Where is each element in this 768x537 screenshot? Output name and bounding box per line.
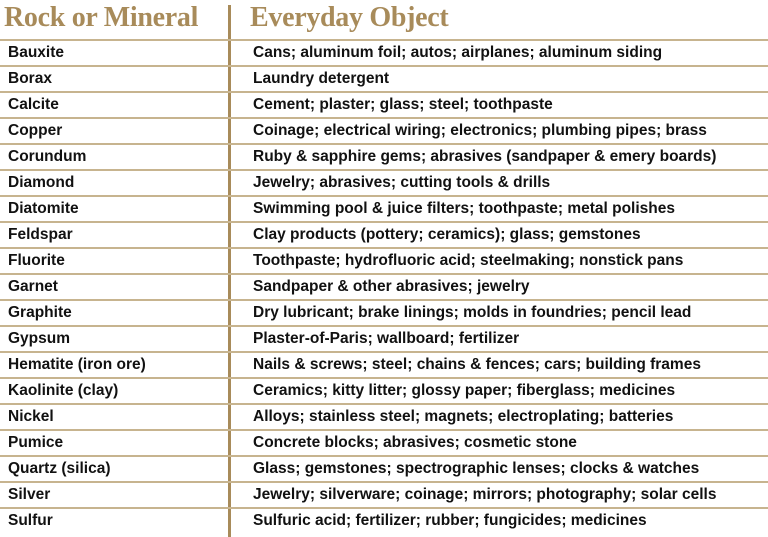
mineral-cell: Graphite [8,304,72,321]
mineral-cell: Nickel [8,408,54,425]
table-row [0,273,768,299]
uses-cell: Sandpaper & other abrasives; jewelry [253,278,530,295]
mineral-cell: Bauxite [8,44,64,61]
table-row [0,221,768,247]
uses-cell: Jewelry; silverware; coinage; mirrors; photography; solar cells [253,486,717,503]
mineral-cell: Copper [8,122,63,139]
table-row [0,351,768,377]
uses-cell: Laundry detergent [253,70,390,87]
mineral-cell: Diamond [8,174,75,191]
mineral-cell: Gypsum [8,330,71,347]
table-row [0,455,768,481]
uses-cell: Concrete blocks; abrasives; cosmetic stone [253,434,577,451]
table-header [0,0,768,39]
table-row [0,481,768,507]
mineral-cell: Diatomite [8,200,79,217]
table-row [0,247,768,273]
uses-cell: Alloys; stainless steel; magnets; electroplating; batteries [253,408,674,425]
table-row [0,65,768,91]
uses-cell: Plaster-of-Paris; wallboard; fertilizer [253,330,520,347]
table-row [0,91,768,117]
table-row [0,169,768,195]
mineral-cell: Garnet [8,278,58,295]
uses-cell: Ceramics; kitty litter; glossy paper; fiberglass; medicines [253,382,676,399]
uses-cell: Dry lubricant; brake linings; molds in foundries; pencil lead [253,304,692,321]
table-row [0,507,768,533]
table-row [0,195,768,221]
table-row [0,299,768,325]
uses-cell: Coinage; electrical wiring; electronics; plumbing pipes; brass [253,122,707,139]
table-row [0,117,768,143]
mineral-cell: Hematite (iron ore) [8,356,146,373]
column-header-rock-or-mineral: Rock or Mineral [4,2,199,33]
uses-cell: Ruby & sapphire gems; abrasives (sandpaper & emery boards) [253,148,717,165]
uses-cell: Nails & screws; steel; chains & fences; cars; building frames [253,356,701,373]
uses-cell: Swimming pool & juice filters; toothpaste; metal polishes [253,200,675,217]
mineral-cell: Fluorite [8,252,65,269]
table-body [0,39,768,533]
table-row [0,403,768,429]
uses-cell: Sulfuric acid; fertilizer; rubber; fungicides; medicines [253,512,647,529]
mineral-cell: Calcite [8,96,59,113]
mineral-cell: Sulfur [8,512,53,529]
table-row [0,325,768,351]
column-header-everyday-object: Everyday Object [250,2,449,33]
uses-cell: Cans; aluminum foil; autos; airplanes; aluminum siding [253,44,663,61]
mineral-cell: Kaolinite (clay) [8,382,119,399]
uses-cell: Glass; gemstones; spectrographic lenses; clocks & watches [253,460,700,477]
uses-cell: Clay products (pottery; ceramics); glass; gemstones [253,226,641,243]
uses-cell: Jewelry; abrasives; cutting tools & drills [253,174,551,191]
table-row [0,429,768,455]
uses-cell: Cement; plaster; glass; steel; toothpaste [253,96,553,113]
mineral-cell: Quartz (silica) [8,460,111,477]
uses-cell: Toothpaste; hydrofluoric acid; steelmaking; nonstick pans [253,252,684,269]
mineral-cell: Feldspar [8,226,73,243]
mineral-cell: Borax [8,70,52,87]
table-row [0,377,768,403]
mineral-cell: Silver [8,486,51,503]
table-row [0,143,768,169]
table-row [0,39,768,65]
mineral-cell: Corundum [8,148,87,165]
mineral-cell: Pumice [8,434,64,451]
